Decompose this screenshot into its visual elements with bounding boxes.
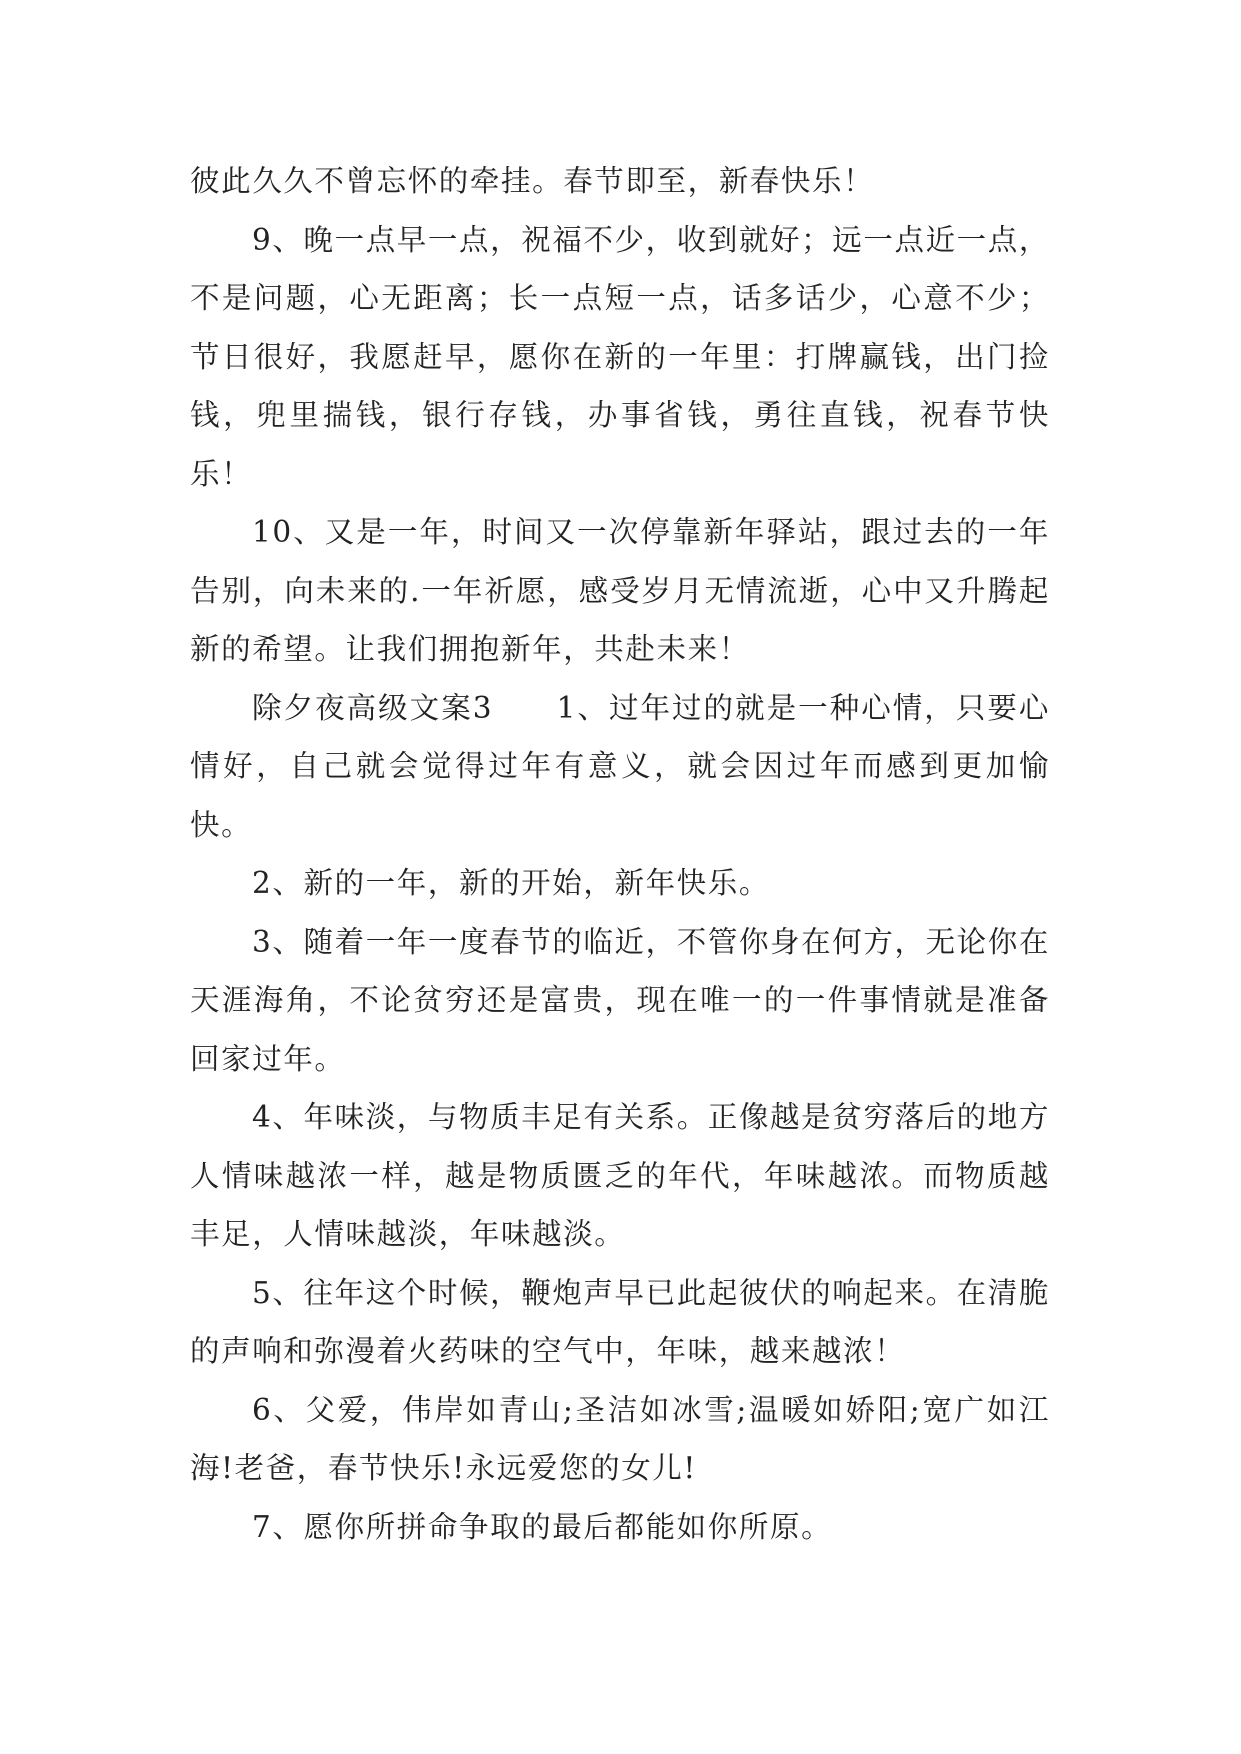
paragraph-item-2: 2、新的一年，新的开始，新年快乐。 bbox=[252, 866, 770, 900]
paragraph-item-7: 7、愿你所拼命争取的最后都能如你所原。 bbox=[252, 1509, 833, 1544]
paragraph-continuation: 彼此久久不曾忘怀的牵挂。春节即至，新春快乐！ bbox=[190, 164, 875, 198]
paragraph-item-9: 9、晚一点早一点，祝福不少，收到就好；远一点近一点，不是问题，心无距离；长一点短一点，话多话少，心意不少；节日很好，我愿赶早，愿你在新的一年里：打牌赢钱，出门捡钱，兜里揣钱，银行存钱，办事省钱，勇往直钱，祝春节快乐！ bbox=[190, 222, 1050, 491]
paragraph-section-3-item-1: 除夕夜高级文案3 1、过年过的就是一种心情，只要心情好，自己就会觉得过年有意义，就会因过年而感到更加愉快。 bbox=[190, 690, 1050, 842]
paragraph-item-5: 5、往年这个时候，鞭炮声早已此起彼伏的响起来。在清脆的声响和弥漫着火药味的空气中，年味，越来越浓！ bbox=[190, 1275, 1050, 1368]
document-body bbox=[190, 152, 1050, 1556]
paragraph-item-3: 3、随着一年一度春节的临近，不管你身在何方，无论你在天涯海角，不论贫穷还是富贵，现在唯一的一件事情就是准备回家过年。 bbox=[190, 924, 1050, 1076]
paragraph-item-10: 10、又是一年，时间又一次停靠新年驿站，跟过去的一年告别，向未来的.一年祈愿，感受岁月无情流逝，心中又升腾起新的希望。让我们拥抱新年，共赴未来！ bbox=[190, 515, 1050, 666]
paragraph-item-4: 4、年味淡，与物质丰足有关系。正像越是贫穷落后的地方人情味越浓一样，越是物质匮乏的年代，年味越浓。而物质越丰足，人情味越淡，年味越淡。 bbox=[190, 1100, 1050, 1251]
paragraph-item-6: 6、父爱，伟岸如青山;圣洁如冰雪;温暖如娇阳;宽广如江海!老爸，春节快乐!永远爱您的女儿! bbox=[190, 1392, 1050, 1485]
